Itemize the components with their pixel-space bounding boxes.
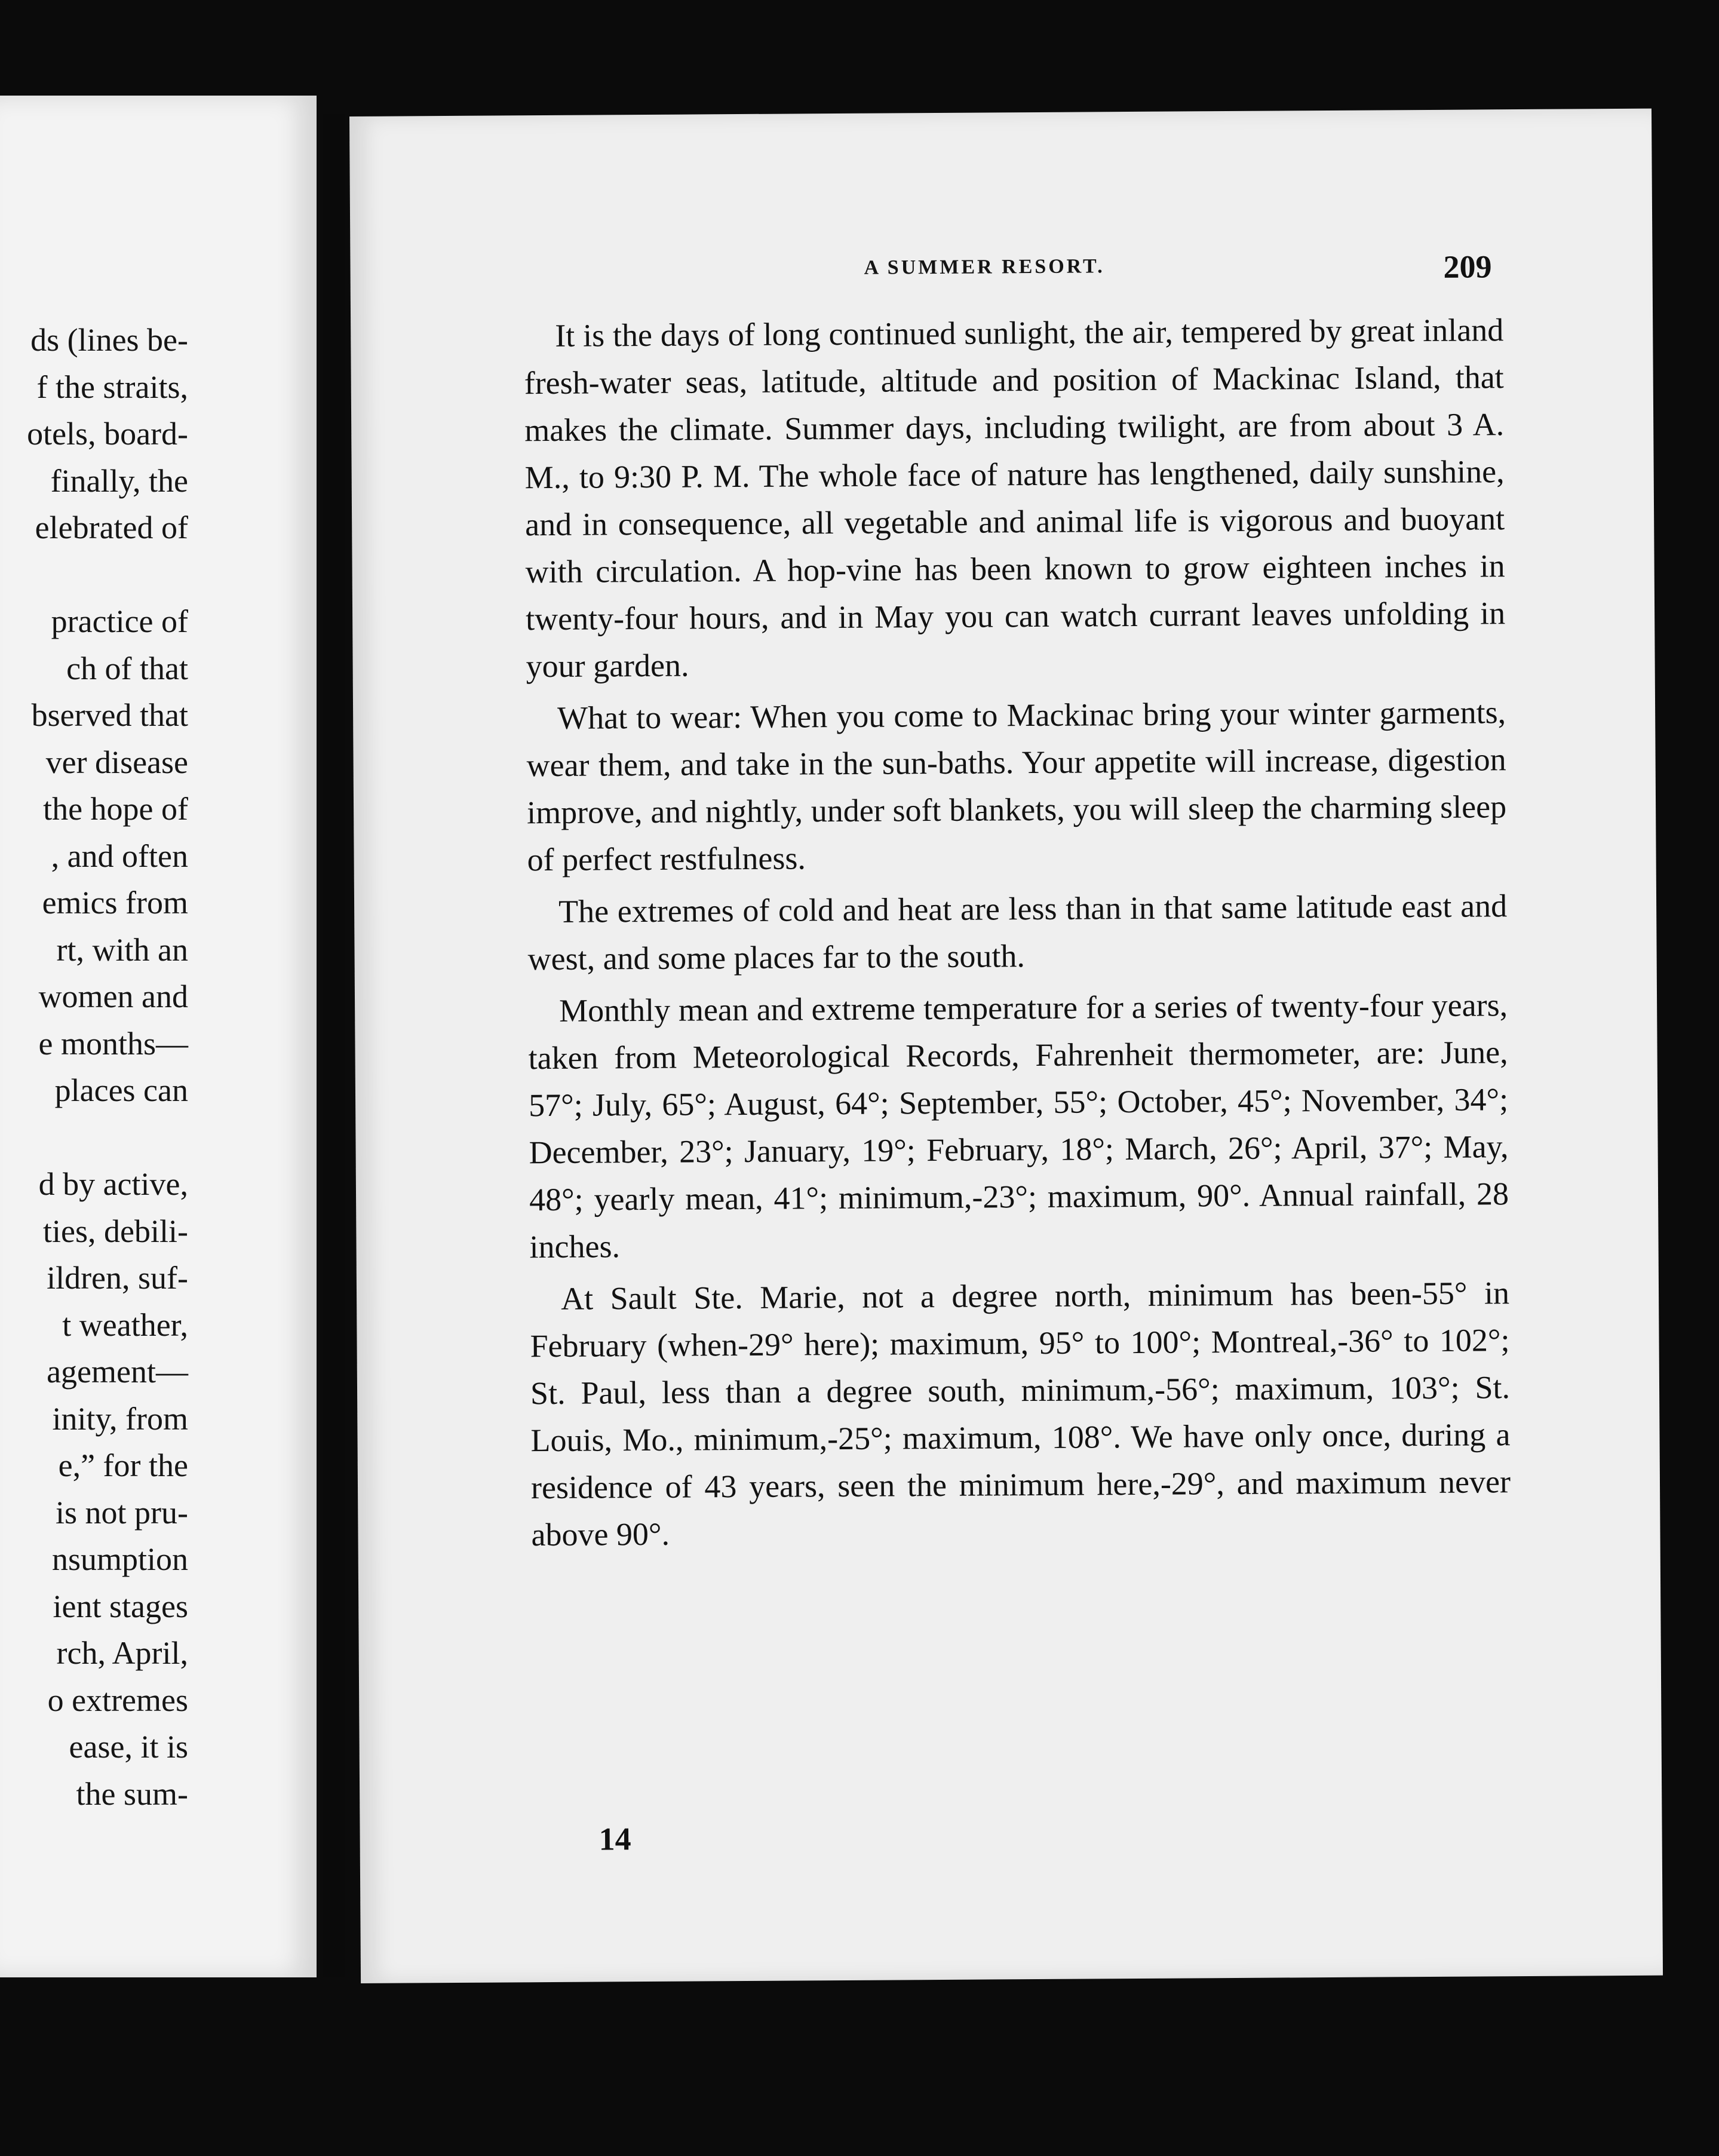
body-text — [524, 306, 1511, 1559]
left-line: bserved that — [31, 697, 188, 733]
left-page-column — [0, 317, 188, 1817]
running-head: A SUMMER RESORT. — [864, 255, 1105, 279]
right-page — [349, 109, 1663, 1983]
signature-mark: 14 — [598, 1821, 631, 1857]
left-line: ds (lines be- — [30, 322, 188, 358]
left-line: t weather, — [62, 1307, 188, 1343]
paragraph: Monthly mean and extreme temperature for a series of twenty-four years, taken from Meteorological Records, Fahrenheit thermometer, are: June, 57°; July, 65°; August, 64°; September, 55°; October, 45°; November, 34°; December, 23°; January, 19°; February, 18°; March, 26°; April, 37°; May, 48°; yearly mean, 41°; minimum,-23°; maximum, 90°. Annual rainfall, 28 inches. — [528, 987, 1509, 1265]
left-line: e,” for the — [58, 1447, 188, 1483]
left-line: nsumption — [51, 1541, 188, 1577]
page-number: 209 — [1443, 249, 1492, 285]
left-line: otels, board- — [27, 416, 188, 452]
left-line: women and — [38, 979, 188, 1014]
left-line — [0, 551, 188, 599]
paragraph: The extremes of cold and heat are less than in that same latitude east and west, and some places far to the south. — [527, 888, 1508, 977]
left-line: o extremes — [47, 1682, 188, 1718]
paragraph: At Sault Ste. Marie, not a degree north, minimum has been-55° in February (when-29° here); maximum, 95° to 100°; Montreal,-36° to 102°; St. Paul, less than a degree south, minimum,-56°; maximum, 103°; St. Louis, Mo., minimum,-25°; maximum, 108°. We have only once, during a residence of 43 years, seen the minimum here,-29°, and maximum never above 90°. — [530, 1275, 1511, 1553]
left-line: the sum- — [76, 1775, 188, 1812]
left-line: emics from — [42, 885, 188, 921]
left-line: finally, the — [50, 462, 188, 499]
left-line: places can — [54, 1072, 188, 1108]
paragraph: It is the days of long continued sunlight, the air, tempered by great inland fresh-water seas, latitude, altitude and position of Mackinac Island, that makes the climate. Summer days, including twilight, are from about 3 A. M., to 9:30 P. M. The whole face of nature has lengthened, daily sunshine, and in consequence, all vegetable and animal life is vigorous and buoyant with circulation. A hop-vine has been known to grow eighteen inches in twenty-four hours, and in May you can watch currant leaves unfolding in your garden. — [524, 312, 1506, 685]
left-line: ease, it is — [69, 1729, 188, 1765]
left-line: f the straits, — [36, 369, 188, 405]
left-line: e months— — [38, 1025, 188, 1062]
paragraph: What to wear: When you come to Mackinac bring your winter garments, wear them, and take in the sun-baths. Your appetite will increase, digestion improve, and nightly, under soft blankets, you will sleep the charming sleep of perfect restfulness. — [526, 694, 1507, 878]
left-page — [0, 96, 317, 1977]
left-line: ties, debili- — [43, 1213, 188, 1249]
left-line: ient stages — [53, 1588, 188, 1624]
left-line: d by active, — [38, 1166, 188, 1202]
left-line: , and often — [51, 838, 188, 874]
left-line: ch of that — [66, 650, 188, 686]
left-line: rt, with an — [56, 931, 188, 968]
left-line: ver disease — [45, 744, 188, 780]
left-line: ildren, suf- — [47, 1260, 188, 1296]
left-line — [0, 1114, 188, 1161]
left-line: inity, from — [52, 1400, 188, 1437]
left-line: practice of — [51, 603, 188, 639]
left-line: agement— — [47, 1354, 188, 1390]
left-line: rch, April, — [56, 1635, 188, 1671]
left-line: the hope of — [43, 791, 188, 827]
left-line: is not pru- — [56, 1494, 188, 1531]
left-line: elebrated of — [35, 510, 188, 545]
book-gutter — [323, 114, 345, 1977]
